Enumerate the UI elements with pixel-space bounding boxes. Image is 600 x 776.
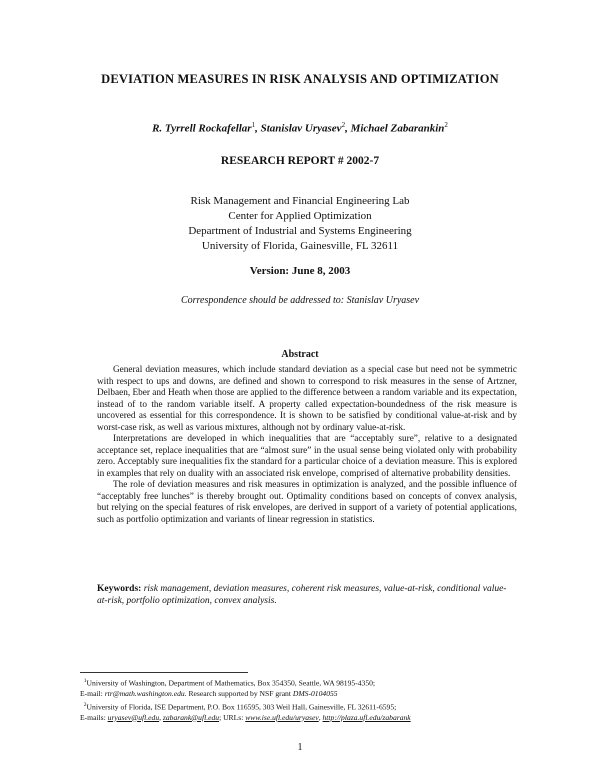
footnote-line: [80, 700, 520, 713]
footnote-text: University of Florida, ISE Department, P.O. Box 116595, 303 Weil Hall, Gainesville, FL 32611-6595;: [86, 702, 397, 712]
affiliation-line: Department of Industrial and Systems Engineering: [188, 225, 412, 237]
report-number: RESEARCH REPORT # 2002-7: [220, 155, 380, 167]
keywords: [97, 583, 517, 607]
paper-title: DEVIATION MEASURES IN RISK ANALYSIS AND OPTIMIZATION: [101, 72, 499, 86]
abstract-paragraph: General deviation measures, which include standard deviation as a special case but need not be symmetric with respect to ups and downs, are defined and shown to correspond to risk measures in the sense of Artzner, Delbaen, Eber and Heath when those are applied to the difference between a random variable and its expectation, instead of to the random variable itself. A property called expectation-boundedness of the risk measure is uncovered as essential for this correspondence. It is shown to be satisfied by conditional value-at-risk and by worst-case risk, as well as various mixtures, although not by ordinary value-at-risk.: [97, 365, 517, 433]
affiliation-line: University of Florida, Gainesville, FL 32611: [201, 240, 399, 252]
email-link[interactable]: rtr@math.washington.edu: [104, 689, 185, 699]
version-date: Version: June 8, 2003: [249, 265, 351, 277]
keywords-label: Keywords:: [97, 584, 142, 594]
footnote-text: . Research supported by NSF grant: [184, 689, 291, 699]
abstract-body: [97, 365, 517, 526]
footnote-rule: [80, 672, 248, 673]
abstract-paragraph: Interpretations are developed in which inequalities that are “acceptably sure”, relative to a designated acceptance set, replace inequalities that are “almost sure” in the usual sense being violated only with probability zero. Acceptably sure inequalities fix the standard for a particular choice of a deviation measure. This is explored in examples that rely on duality with an associated risk envelope, comprised of alternative probability densities.: [97, 434, 517, 479]
affiliation-line: Center for Applied Optimization: [228, 210, 372, 222]
footnote-text: University of Washington, Department of Mathematics, Box 354350, Seattle, WA 98195-4350;: [86, 678, 376, 688]
author-footnote-mark: 1: [251, 121, 256, 129]
url-link[interactable]: http://plaza.ufl.edu/zabarank: [322, 712, 411, 722]
footnote-text: E-mail:: [80, 689, 103, 699]
page-number: 1: [297, 742, 303, 753]
url-link[interactable]: www.ise.ufl.edu/uryasev: [245, 712, 319, 722]
footnote-text: E-mails:: [80, 712, 106, 722]
keywords-text: risk management, deviation measures, coherent risk measures, value-at-risk, conditional value-at-risk, portfolio optimization, convex analysis.: [97, 584, 507, 606]
footnote-line: E-mails: uryasev@ufl.edu, zabarank@ufl.edu; URLs: www.ise.ufl.edu/uryasev, http://plaza.ufl.edu/zabarank: [80, 712, 411, 722]
author-name: R. Tyrrell Rockafellar: [152, 122, 252, 135]
footnote-mark: 2: [83, 701, 87, 708]
footnote-line: [80, 689, 520, 700]
abstract-paragraph: The role of deviation measures and risk measures in optimization is analyzed, and the possible influence of “acceptably free lunches” is thereby brought out. Optimality conditions based on concepts of convex analysis, but relying on the special features of risk envelopes, are derived in support of a variety of potential applications, such as portfolio optimization and variants of linear regression in statistics.: [97, 480, 517, 525]
footnote-text: ; URLs:: [219, 712, 244, 722]
correspondence-note: Correspondence should be addressed to: Stanislav Uryasev: [180, 295, 420, 306]
abstract-heading: Abstract: [281, 349, 319, 360]
author-name: Michael Zabarankin: [350, 122, 445, 135]
email-link[interactable]: zabarank@ufl.edu: [162, 712, 220, 722]
affiliation-line: Risk Management and Financial Engineering Lab: [190, 195, 410, 207]
email-link[interactable]: uryasev@ufl.edu: [107, 712, 160, 722]
author-footnote-mark: 2: [444, 121, 448, 129]
author-list: R. Tyrrell Rockafellar$^1$, Stanislav Uryasev$^2$, Michael Zabarankin$^2$: [152, 121, 448, 135]
footnote-line: [80, 676, 520, 689]
author-name: Stanislav Uryasev: [260, 122, 342, 135]
grant-number: DMS-0104055: [292, 689, 338, 699]
affiliation-block: [0, 194, 600, 254]
author-footnote-mark: 2: [341, 121, 346, 129]
footnotes: [80, 676, 520, 723]
footnote-mark: 1: [83, 678, 87, 684]
